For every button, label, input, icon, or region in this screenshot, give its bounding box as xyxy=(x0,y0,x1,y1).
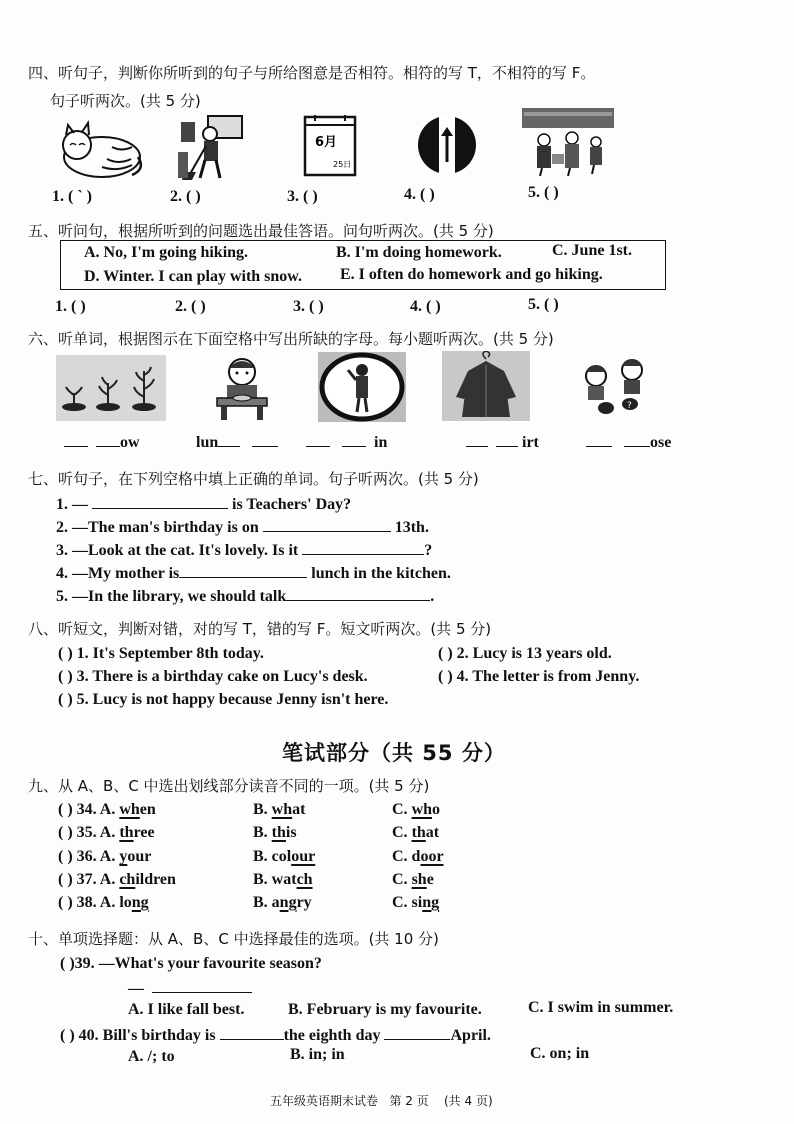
boy-sweeping-image xyxy=(178,112,244,182)
s9-row-38-b: B. angry xyxy=(253,894,312,911)
s7-blank-5[interactable] xyxy=(286,586,430,601)
sleeping-cat-image xyxy=(52,117,144,182)
s7-line-3: 3. —Look at the cat. It's lovely. Is it ? xyxy=(56,542,433,559)
s8-item-1[interactable]: ( ) 1. It's September 8th today. xyxy=(58,645,264,662)
s5-answer-5[interactable]: 5. ( ) xyxy=(528,296,559,313)
s7-blank-1[interactable] xyxy=(92,494,228,509)
s7-line-1: 1. — is Teachers' Day? xyxy=(56,496,352,513)
s6-word-2[interactable]: lun xyxy=(196,432,278,452)
s9-row-35-c: C. that xyxy=(392,824,440,841)
s9-row-34-b: B. what xyxy=(253,801,306,818)
s9-row-37: ( ) 37. A. children xyxy=(58,871,176,888)
section-4-subheading: 句子听两次。(共 5 分) xyxy=(50,92,201,110)
calendar-day: 25日 xyxy=(333,160,352,169)
s4-answer-3[interactable]: 3. ( ) xyxy=(287,188,318,205)
q39-question[interactable]: ( )39. —What's your favourite season? xyxy=(60,955,322,972)
s5-option-b: B. I'm doing homework. xyxy=(336,244,502,261)
s5-answer-1[interactable]: 1. ( ) xyxy=(55,298,86,315)
svg-text:?: ? xyxy=(627,401,632,411)
s7-blank-3[interactable] xyxy=(302,540,424,555)
s9-row-36: ( ) 36. A. your xyxy=(58,848,152,865)
s6-word-1[interactable]: ow xyxy=(64,432,140,452)
section-5-heading: 五、听问句，根据所听到的问题选出最佳答语。问句听两次。(共 5 分) xyxy=(28,222,494,240)
man-in-circle-image xyxy=(318,352,406,422)
s6-word-5[interactable]: ose xyxy=(586,432,671,452)
calendar-image xyxy=(303,113,357,177)
s9-row-36-b: B. colour xyxy=(253,848,316,865)
q40-question[interactable]: ( ) 40. Bill's birthday is the eighth day April. xyxy=(60,1027,491,1044)
calendar-month: 6月 xyxy=(315,135,338,150)
s6-word-3[interactable]: in xyxy=(306,432,387,452)
s5-answer-4[interactable]: 4. ( ) xyxy=(410,298,441,315)
s7-line-5: 5. —In the library, we should talk . xyxy=(56,588,435,605)
s8-item-2[interactable]: ( ) 2. Lucy is 13 years old. xyxy=(438,645,612,662)
growing-plants-image xyxy=(56,355,166,421)
s7-line-2: 2. —The man's birthday is on 13th. xyxy=(56,519,429,536)
s8-item-3[interactable]: ( ) 3. There is a birthday cake on Lucy's desk. xyxy=(58,668,368,685)
s4-answer-4[interactable]: 4. ( ) xyxy=(404,186,435,203)
q40-option-c: C. on; in xyxy=(530,1045,590,1062)
s9-row-37-b: B. watch xyxy=(253,871,313,888)
q39-option-a: A. I like fall best. xyxy=(128,1001,245,1018)
s9-row-38: ( ) 38. A. long xyxy=(58,894,149,911)
footer-total-pages: (共 4 页) xyxy=(444,1094,493,1108)
s4-answer-2[interactable]: 2. ( ) xyxy=(170,188,201,205)
s9-row-35: ( ) 35. A. three xyxy=(58,824,155,841)
s8-item-5[interactable]: ( ) 5. Lucy is not happy because Jenny isn't here. xyxy=(58,691,389,708)
s7-blank-2[interactable] xyxy=(263,517,391,532)
s9-row-35-b: B. this xyxy=(253,824,297,841)
section-8-heading: 八、听短文，判断对错，对的写 T，错的写 F。短文听两次。(共 5 分) xyxy=(28,620,492,638)
q40-option-a: A. /; to xyxy=(128,1048,175,1065)
footer-page-number: 第 2 页 xyxy=(389,1094,429,1108)
s5-option-d: D. Winter. I can play with snow. xyxy=(84,268,302,285)
section-6-heading: 六、听单词，根据图示在下面空格中写出所缺的字母。每小题听两次。(共 5 分) xyxy=(28,330,554,348)
footer xyxy=(270,1092,493,1109)
footer-exam-name: 五年级英语期末试卷 xyxy=(270,1094,379,1108)
s5-answer-2[interactable]: 2. ( ) xyxy=(175,298,206,315)
s5-option-e: E. I often do homework and go hiking. xyxy=(340,266,603,283)
written-part-title: 笔试部分（共 55 分） xyxy=(282,741,506,765)
s4-answer-5[interactable]: 5. ( ) xyxy=(528,184,559,201)
s5-option-c: C. June 1st. xyxy=(552,242,633,259)
s7-blank-4[interactable] xyxy=(179,563,307,578)
s9-row-36-c: C. door xyxy=(392,848,444,865)
section-7-heading: 七、听句子，在下列空格中填上正确的单词。句子听两次。(共 5 分) xyxy=(28,470,479,488)
no-entry-sign-image xyxy=(416,114,478,176)
children-talking-image xyxy=(578,354,650,418)
q40-option-b: B. in; in xyxy=(290,1046,345,1063)
shirt-on-hanger-image xyxy=(442,351,530,421)
q39-answer-line[interactable]: — xyxy=(128,978,252,998)
s9-row-34: ( ) 34. A. when xyxy=(58,801,156,818)
q39-option-c: C. I swim in summer. xyxy=(528,999,674,1016)
s5-answer-3[interactable]: 3. ( ) xyxy=(293,298,324,315)
s5-option-a: A. No, I'm going hiking. xyxy=(84,244,249,261)
s4-answer-1[interactable]: 1. ( ` ) xyxy=(52,188,92,205)
section-10-heading: 十、单项选择题：从 A、B、C 中选择最佳的选项。(共 10 分) xyxy=(28,930,439,948)
s7-line-4: 4. —My mother is lunch in the kitchen. xyxy=(56,565,451,582)
family-shopping-image xyxy=(522,108,614,176)
boy-eating-lunch-image xyxy=(213,354,271,422)
section-9-heading: 九、从 A、B、C 中选出划线部分读音不同的一项。(共 5 分) xyxy=(28,777,430,795)
s6-word-4[interactable]: irt xyxy=(466,432,539,452)
s8-item-4[interactable]: ( ) 4. The letter is from Jenny. xyxy=(438,668,640,685)
section-4-heading: 四、听句子，判断你所听到的句子与所给图意是否相符。相符的写 T，不相符的写 F。 xyxy=(28,64,596,82)
s9-row-38-c: C. sing xyxy=(392,894,440,911)
s9-row-34-c: C. who xyxy=(392,801,441,818)
s9-row-37-c: C. she xyxy=(392,871,434,888)
q39-option-b: B. February is my favourite. xyxy=(288,1001,482,1018)
